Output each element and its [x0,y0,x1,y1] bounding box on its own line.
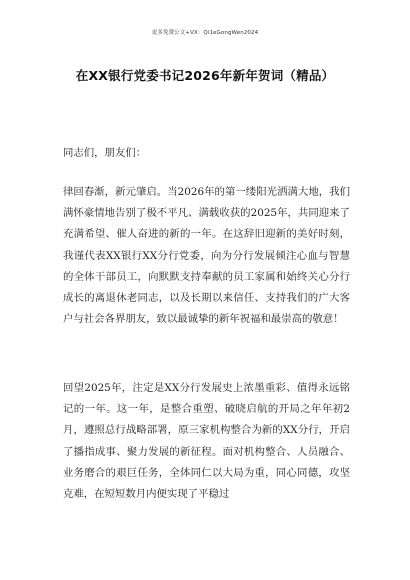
paragraph-1-text: 律回春渐，新元肇启。当2026年的第一缕阳光洒满大地，我们满怀豪情地告别了极不平凡、满载收获的2025年，共同迎来了充满希望、催人奋进的新的一年。在这辞旧迎新的美好时刻，我谨代表XX银行XX分行党委，向为分行发展倾注心血与智慧的全体干部员工，向默默支持奉献的员工家属和始终关心分行成长的离退休老同志，以及长期以来信任、支持我们的广大客户与社会各界朋友，致以最诚挚的新年祝福和最崇高的敬意！ [63,186,350,326]
paragraph-2 [63,378,350,505]
paragraph-1 [63,182,350,330]
document-title: 在XX银行党委书记2026年新年贺词（精品） [75,68,335,83]
paragraph-2-text: 回望2025年，注定是XX分行发展史上浓墨重彩、值得永远铭记的一年。这一年，是整合重塑、破晓启航的开局之年年初2月，遵照总行战略部署，原三家机构整合为新的XX分行，开启了播指成事、聚力发展的新征程。面对机构整合、人员融合、业务磨合的艰巨任务，全体同仁以大局为重，同心同德，攻坚克难，在短短数月内便实现了平稳过 [63,382,350,501]
greeting-line: 同志们，朋友们： [63,147,147,159]
header-note: 更多免费公文+VX：Qi1eGongWen2024 [151,30,259,36]
